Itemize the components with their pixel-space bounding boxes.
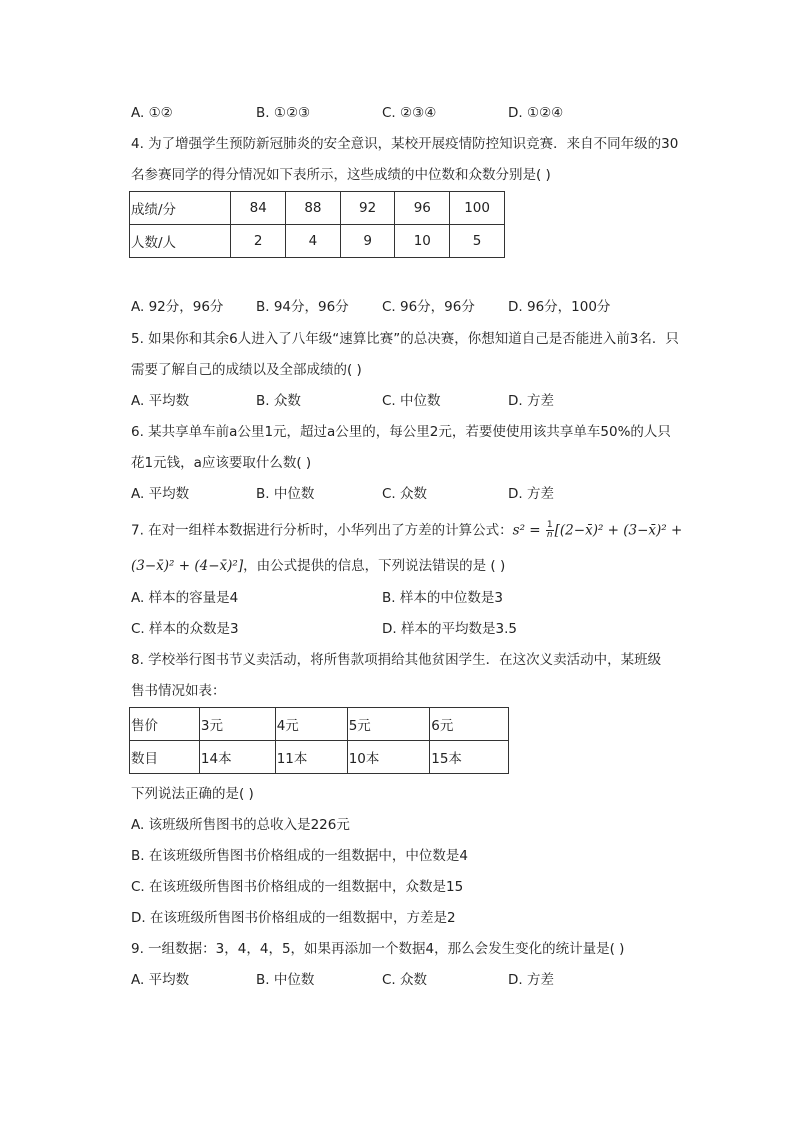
table-cell: 2 [231,225,286,258]
q6-stem-line2: 花1元钱，a应该要取什么数( ) [131,455,312,471]
q9-option-a: A. 平均数 [131,972,190,988]
table-cell: 11本 [275,741,347,774]
q5-option-b: B. 众数 [256,393,301,409]
table-cell: 96 [395,192,450,225]
q5-option-d: D. 方差 [508,393,554,409]
q4-option-b: B. 94分，96分 [256,299,349,315]
q8-stem-line2: 售书情况如表： [131,683,226,699]
q4-option-a: A. 92分，96分 [131,299,224,315]
q6-options [131,485,691,503]
q4-score-table [129,191,505,258]
q4-stem-line1: 4. 为了增强学生预防新冠肺炎的安全意识，某校开展疫情防控知识竞赛．来自不同年级的30 [131,136,679,152]
q3-option-a: A. ①② [131,105,173,121]
q8-option-b: B. 在该班级所售图书价格组成的一组数据中，中位数是4 [131,848,468,864]
q3-option-d: D. ①②④ [508,105,564,121]
q4-stem-line2: 名参赛同学的得分情况如下表所示，这些成绩的中位数和众数分别是( ) [131,167,551,183]
q9-option-d: D. 方差 [508,972,554,988]
table-cell: 5元 [347,708,430,741]
table-cell: 84 [231,192,286,225]
table-cell: 10 [395,225,450,258]
q7-stem-text: 7. 在对一组样本数据进行分析时，小华列出了方差的计算公式： [131,522,513,539]
variance-formula-start: s² = [512,522,545,539]
q4-options [131,298,691,316]
q3-option-c: C. ②③④ [382,105,437,121]
q9-option-c: C. 众数 [382,972,428,988]
q3-option-b: B. ①②③ [256,105,311,121]
table-header-cell: 成绩/分 [130,192,231,225]
table-cell: 92 [340,192,395,225]
table-header-cell: 人数/人 [130,225,231,258]
q8-stem-line1: 8. 学校举行图书节义卖活动，将所售款项捐给其他贫困学生．在这次义卖活动中，某班级 [131,652,662,668]
q5-options [131,392,691,410]
q5-stem-line1: 5. 如果你和其余6人进入了八年级“速算比赛”的总决赛，你想知道自己是否能进入前3名．只 [131,331,679,347]
table-header-cell: 数目 [130,741,200,774]
q6-option-c: C. 众数 [382,486,428,502]
q5-option-a: A. 平均数 [131,393,190,409]
table-cell: 14本 [199,741,275,774]
table-row [130,741,509,774]
table-row [130,192,505,225]
q7-stem-line2 [131,557,505,575]
q9-stem: 9. 一组数据：3，4，4，5，如果再添加一个数据4，那么会发生变化的统计量是( ) [131,941,625,957]
table-cell: 15本 [430,741,509,774]
variance-formula-end: (3−x̄)² + (4−x̄)²] [131,558,244,574]
table-cell: 4 [286,225,341,258]
q8-option-c: C. 在该班级所售图书价格组成的一组数据中，众数是15 [131,879,464,895]
q6-option-d: D. 方差 [508,486,554,502]
table-row [130,225,505,258]
q5-option-c: C. 中位数 [382,393,441,409]
table-cell: 10本 [347,741,430,774]
q3-options [131,104,691,122]
variance-formula-terms: [(2−x̄)² + (3−x̄)² + [554,522,683,539]
q5-stem-line2: 需要了解自己的成绩以及全部成绩的( ) [131,362,362,378]
q7-option-c: C. 样本的众数是3 [131,621,239,637]
q9-options [131,971,691,989]
q7-stem-line1 [131,521,682,540]
q7-option-d: D. 样本的平均数是3.5 [382,621,517,637]
table-cell: 3元 [199,708,275,741]
q7-option-b: B. 样本的中位数是3 [382,590,503,606]
q8-option-a: A. 该班级所售图书的总收入是226元 [131,817,350,833]
q6-option-b: B. 中位数 [256,486,315,502]
q9-option-b: B. 中位数 [256,972,315,988]
q8-sales-table [129,707,509,774]
table-header-cell: 售价 [130,708,200,741]
table-cell: 88 [286,192,341,225]
table-cell: 4元 [275,708,347,741]
q4-option-c: C. 96分，96分 [382,299,475,315]
fraction-numerator: 1 [546,520,553,530]
q7-option-a: A. 样本的容量是4 [131,590,239,606]
q6-stem-line1: 6. 某共享单车前a公里1元，超过a公里的，每公里2元，若要使使用该共享单车50%的人只 [131,424,671,440]
table-cell: 5 [450,225,505,258]
q4-option-d: D. 96分，100分 [508,299,611,315]
table-cell: 6元 [430,708,509,741]
q8-prompt: 下列说法正确的是( ) [131,786,254,802]
q7-options-row1 [131,589,691,607]
table-cell: 100 [450,192,505,225]
table-row [130,708,509,741]
q8-option-d: D. 在该班级所售图书价格组成的一组数据中，方差是2 [131,910,456,926]
fraction-denominator: n [546,530,553,540]
fraction-one-over-n [546,521,554,540]
table-cell: 9 [340,225,395,258]
q7-stem-question: ，由公式提供的信息，下列说法错误的是 ( ) [243,558,506,574]
q7-options-row2 [131,620,691,638]
q6-option-a: A. 平均数 [131,486,190,502]
